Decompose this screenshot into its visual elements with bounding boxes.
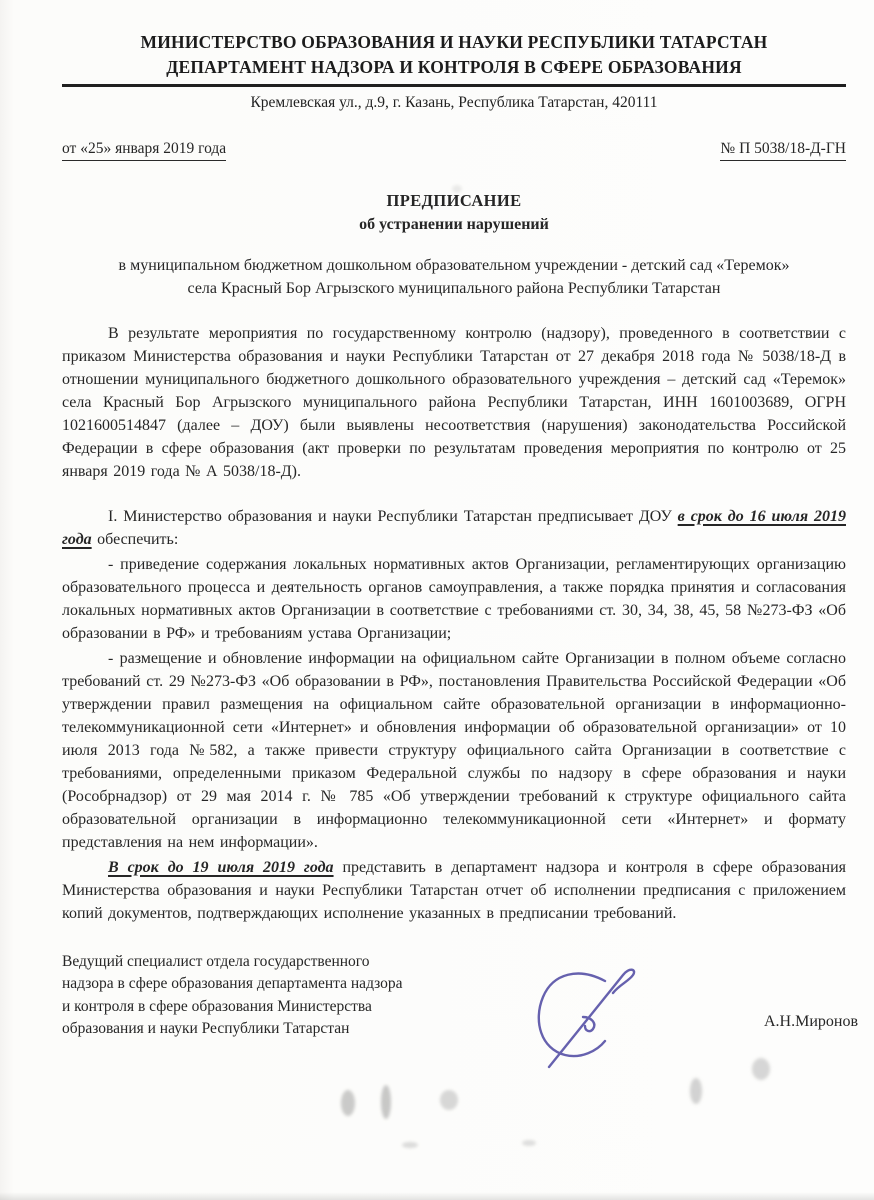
report-post: представить в департамент надзора и контроля в сфере образования Министерства образования и науки Республики Татарстан отчет об исполнении предписания с приложением копий документов, подтверждающих исполнение указанных в предписании требований. (62, 858, 846, 922)
signer-name: А.Н.Миронов (764, 1012, 859, 1030)
document-number: № П 5038/18-Д-ГН (720, 140, 846, 161)
pencil-smudge (402, 1142, 418, 1148)
document-subtitle: об устранении нарушений (359, 215, 549, 233)
signer-position-line: надзора в сфере образования департамента надзора (62, 975, 403, 993)
pencil-smudge (522, 1140, 536, 1146)
paragraph-item1: - приведение содержания локальных нормативных актов Организации, регламентирующих организацию образовательного процесса и деятельность органов самоуправления, а также порядка принятия и согласования локальных нормативных актов Организации в соответствие с требованиями ст. 30, 34, 38, 45, 58 №273-ФЗ «Об образовании в РФ» и требованиям устава Организации; (62, 555, 846, 642)
document-date: от «25» января 2019 года (62, 140, 226, 161)
deadline-1: в срок до 16 июля 2019 года (62, 507, 846, 548)
meta-row (62, 140, 846, 161)
signature-ink (527, 959, 657, 1084)
addressee-text: в муниципальном бюджетном дошкольном образовательном учреждении - детский сад «Теремок» села Красный Бор Агрызского муниципального района Республики Татарстан (118, 256, 790, 297)
deadline-2: В срок до 19 июля 2019 года (108, 858, 334, 876)
paragraph-intro: В результате мероприятия по государственному контролю (надзору), проведенного в соответствии с приказом Министерства образования и науки Республики Татарстан от 27 декабря 2018 года № 5038/18-Д в отношении муниципального бюджетного дошкольного образовательного учреждения – детский сад «Теремок» села Красный Бор Агрызского муниципального района Республики Татарстан, ИНН 1601003689, ОГРН 1021600514847 (далее – ДОУ) были выявлены несоответствия (нарушения) законодательства Российской Федерации в сфере образования (акт проверки по результатам проведения мероприятия по контролю от 25 января 2019 года № А 5038/18-Д). (62, 324, 846, 480)
section1-pre: I. Министерство образования и науки Республики Татарстан предписывает ДОУ (108, 507, 678, 525)
paragraph-item2: - размещение и обновление информации на официальном сайте Организации в полном объеме согласно требований ст. 29 №273-ФЗ «Об образовании в РФ», постановления Правительства Российской Федерации «Об утверждении правил размещения на официальном сайте образовательной организации в информационно-телекоммуникационной сети «Интернет» и обновления информации об образовательной организации» от 10 июля 2013 года №582, а также привести структуру официального сайта Организации в соответствие с требованиями, определенными приказом Федеральной службы по надзору в сфере образования и науки (Рособрнадзор) от 29 мая 2014 г. № 785 «Об утверждении требований к структуре официального сайта образовательной организации в информационно телекоммуникационной сети «Интернет» и формату представления на нем информации». (62, 649, 846, 851)
org-address: Кремлевская ул., д.9, г. Казань, Республика Татарстан, 420111 (250, 93, 658, 111)
paragraph-section1 (62, 505, 846, 551)
paragraph-report (62, 856, 846, 925)
signer-position-line: Ведущий специалист отдела государственного (62, 952, 370, 970)
signer-position (62, 951, 492, 1041)
signature-block (62, 951, 859, 1101)
signer-position-line: и контроля в сфере образования Министерства (62, 997, 372, 1015)
letterhead (62, 30, 846, 112)
document-body (62, 322, 846, 925)
document-title: ПРЕДПИСАНИЕ (386, 190, 522, 210)
ministry-name: МИНИСТЕРСТВО ОБРАЗОВАНИЯ И НАУКИ РЕСПУБЛИКИ ТАТАРСТАН (140, 32, 768, 52)
signer-position-line: образования и науки Республики Татарстан (62, 1020, 350, 1038)
header-divider (62, 84, 846, 87)
section1-post: обеспечить: (91, 530, 179, 548)
department-name: ДЕПАРТАМЕНТ НАДЗОРА И КОНТРОЛЯ В СФЕРЕ ОБРАЗОВАНИЯ (166, 57, 742, 78)
